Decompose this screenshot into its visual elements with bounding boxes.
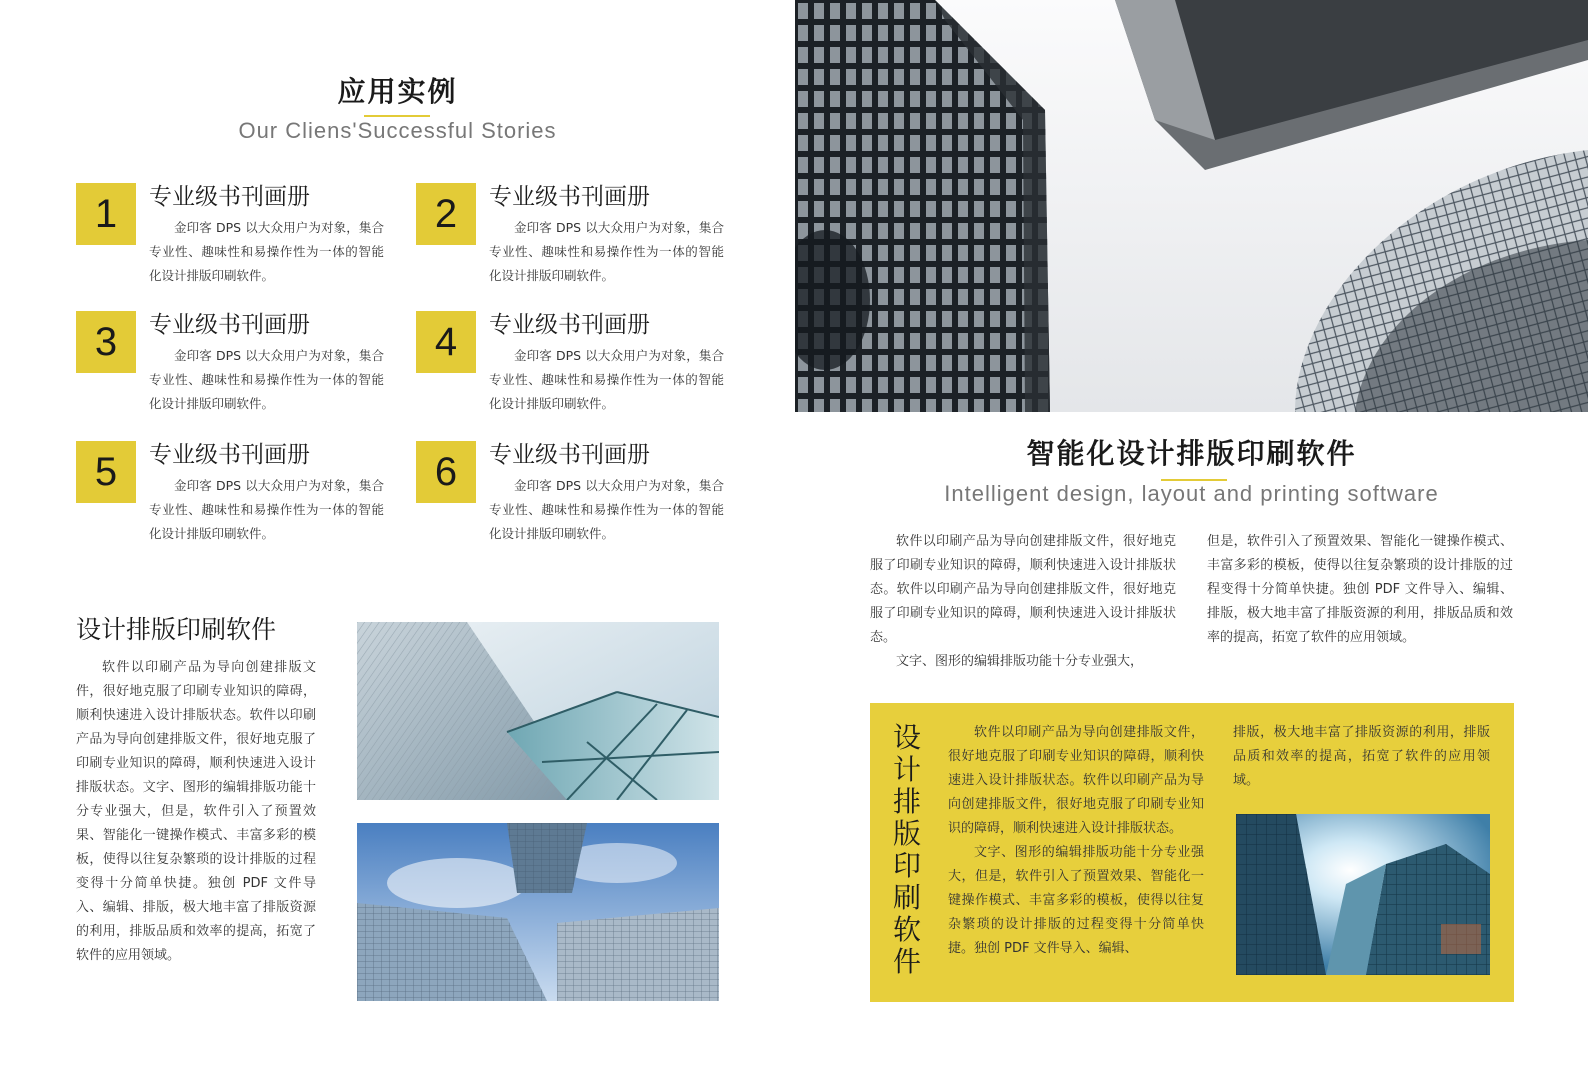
feature-item [416,311,736,421]
feature-description: 金印客 DPS 以大众用户为对象，集合专业性、趣味性和易操作性为一体的智能化设计排版印刷软件。 [149,220,384,283]
glass-tower-photo [1236,814,1490,975]
skyscrapers-sky-photo [357,823,719,1001]
paragraph: 文字、图形的编辑排版功能十分专业强大，但是，软件引入了预置效果、智能化一键操作模式、丰富多彩的模板，使得以往复杂繁琐的设计排版的过程变得十分简单快捷。独创 PDF 文件导入、编辑、 [948,845,1204,956]
feature-title: 专业级书刊画册 [489,184,650,210]
feature-title: 专业级书刊画册 [149,312,310,338]
feature-number-badge: 5 [76,441,136,503]
section-title: 设计排版印刷软件 [76,615,277,644]
feature-number-badge: 2 [416,183,476,245]
feature-item [76,183,396,293]
feature-number-badge: 3 [76,311,136,373]
glass-building-photo [357,622,719,800]
feature-item [76,441,396,551]
title-underline-left [364,115,430,117]
paragraph: 文字、图形的编辑排版功能十分专业强大， [896,654,1144,669]
highlight-text-column-1 [948,721,1204,961]
section-paragraph: 软件以印刷产品为导向创建排版文件，很好地克服了印刷专业知识的障碍，顺利快速进入设计排版状态。软件以印刷产品为导向创建排版文件，很好地克服了印刷专业知识的障碍，顺利快速进入设计排版状态。文字、图形的编辑排版功能十分专业强大，但是，软件引入了预置效果、智能化一键操作模式、丰富多彩的模板，使得以往复杂繁琐的设计排版的过程变得十分简单快捷。独创 PDF 文件导入、编辑、排版，极大地丰富了排版资源的利用，排版品质和效率的提高，拓宽了软件的应用领域。 [76,660,316,963]
feature-title: 专业级书刊画册 [149,442,310,468]
vertical-title: 设计排版印刷软件 [893,721,922,978]
paragraph: 软件以印刷产品为导向创建排版文件，很好地克服了印刷专业知识的障碍，顺利快速进入设计排版状态。软件以印刷产品为导向创建排版文件，很好地克服了印刷专业知识的障碍，顺利快速进入设计排版状态。 [870,534,1176,645]
feature-title: 专业级书刊画册 [489,442,650,468]
text-column-1 [870,530,1176,674]
feature-number-badge: 6 [416,441,476,503]
feature-item [416,441,736,551]
feature-description: 金印客 DPS 以大众用户为对象，集合专业性、趣味性和易操作性为一体的智能化设计排版印刷软件。 [149,478,384,541]
page-subtitle-right: Intelligent design, layout and printing software [944,481,1439,506]
feature-item [416,183,736,293]
feature-item [76,311,396,421]
feature-description: 金印客 DPS 以大众用户为对象，集合专业性、趣味性和易操作性为一体的智能化设计排版印刷软件。 [489,478,724,541]
feature-title: 专业级书刊画册 [149,184,310,210]
page-title-left: 应用实例 [337,75,458,108]
feature-description: 金印客 DPS 以大众用户为对象，集合专业性、趣味性和易操作性为一体的智能化设计排版印刷软件。 [489,348,724,411]
feature-description: 金印客 DPS 以大众用户为对象，集合专业性、趣味性和易操作性为一体的智能化设计排版印刷软件。 [149,348,384,411]
text-column-2: 但是，软件引入了预置效果、智能化一键操作模式、丰富多彩的模板，使得以往复杂繁琐的设计排版的过程变得十分简单快捷。独创 PDF 文件导入、编辑、排版，极大地丰富了排版资源的利用，排版品质和效率的提高，拓宽了软件的应用领域。 [1207,534,1513,645]
paragraph: 软件以印刷产品为导向创建排版文件，很好地克服了印刷专业知识的障碍，顺利快速进入设计排版状态。软件以印刷产品为导向创建排版文件，很好地克服了印刷专业知识的障碍，顺利快速进入设计排版状态。 [948,725,1204,836]
feature-description: 金印客 DPS 以大众用户为对象，集合专业性、趣味性和易操作性为一体的智能化设计排版印刷软件。 [489,220,724,283]
page-title-right: 智能化设计排版印刷软件 [1026,437,1357,470]
feature-number-badge: 1 [76,183,136,245]
highlight-text-column-2: 排版，极大地丰富了排版资源的利用，排版品质和效率的提高，拓宽了软件的应用领域。 [1233,725,1490,788]
page-subtitle-left: Our Cliens'Successful Stories [238,118,557,143]
feature-title: 专业级书刊画册 [489,312,650,338]
feature-number-badge: 4 [416,311,476,373]
building-facade-photo [795,0,1588,412]
